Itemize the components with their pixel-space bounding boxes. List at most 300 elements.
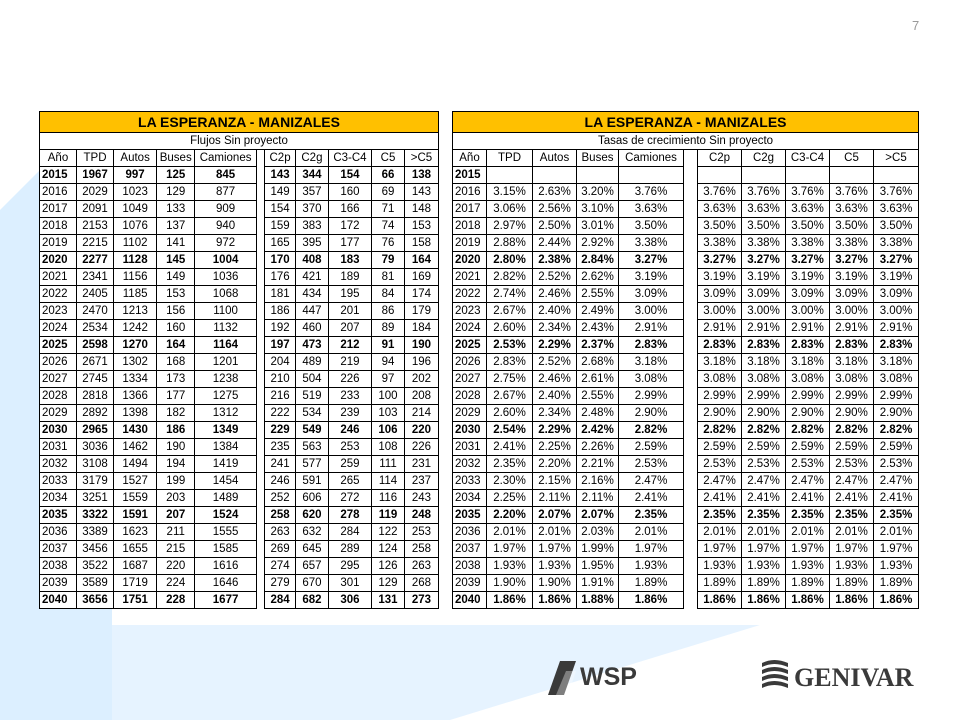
value-cell xyxy=(742,167,786,184)
header-cell: C2g xyxy=(742,150,786,167)
value-cell: 237 xyxy=(404,473,438,490)
value-cell: 2215 xyxy=(77,235,114,252)
value-cell: 169 xyxy=(404,269,438,286)
spacer-cell xyxy=(256,405,264,422)
value-cell: 3.27% xyxy=(830,252,874,269)
year-cell: 2016 xyxy=(453,184,487,201)
left-table-row xyxy=(40,252,439,269)
value-cell: 1616 xyxy=(195,558,257,575)
spacer-cell xyxy=(256,371,264,388)
value-cell: 258 xyxy=(404,541,438,558)
value-cell: 2.80% xyxy=(487,252,533,269)
value-cell: 1967 xyxy=(77,167,114,184)
left-table-row xyxy=(40,524,439,541)
value-cell: 258 xyxy=(265,507,296,524)
value-cell: 177 xyxy=(328,235,371,252)
value-cell: 1687 xyxy=(114,558,157,575)
value-cell: 284 xyxy=(265,592,296,609)
value-cell: 2153 xyxy=(77,218,114,235)
value-cell: 2.82% xyxy=(874,422,919,439)
value-cell: 2.25% xyxy=(487,490,533,507)
value-cell: 3522 xyxy=(77,558,114,575)
value-cell: 1.86% xyxy=(742,592,786,609)
value-cell: 2.47% xyxy=(874,473,919,490)
value-cell: 1156 xyxy=(114,269,157,286)
year-cell: 2020 xyxy=(40,252,77,269)
value-cell: 197 xyxy=(265,337,296,354)
value-cell: 211 xyxy=(157,524,195,541)
value-cell: 2.91% xyxy=(619,320,684,337)
value-cell: 632 xyxy=(295,524,328,541)
year-cell: 2024 xyxy=(453,320,487,337)
year-cell: 2030 xyxy=(40,422,77,439)
year-cell: 2023 xyxy=(453,303,487,320)
value-cell: 3589 xyxy=(77,575,114,592)
value-cell: 301 xyxy=(328,575,371,592)
value-cell: 2.68% xyxy=(577,354,619,371)
year-cell: 2025 xyxy=(40,337,77,354)
value-cell: 2.41% xyxy=(742,490,786,507)
value-cell: 149 xyxy=(157,269,195,286)
spacer-cell xyxy=(256,524,264,541)
value-cell: 114 xyxy=(372,473,405,490)
value-cell: 2.75% xyxy=(487,371,533,388)
value-cell: 2.92% xyxy=(577,235,619,252)
year-cell: 2020 xyxy=(453,252,487,269)
value-cell: 2.37% xyxy=(577,337,619,354)
value-cell: 3.09% xyxy=(874,286,919,303)
spacer-cell xyxy=(256,320,264,337)
spacer-cell xyxy=(256,252,264,269)
value-cell: 2.47% xyxy=(830,473,874,490)
spacer-cell xyxy=(256,490,264,507)
value-cell: 224 xyxy=(157,575,195,592)
value-cell: 133 xyxy=(157,201,195,218)
value-cell: 156 xyxy=(157,303,195,320)
value-cell: 2598 xyxy=(77,337,114,354)
value-cell: 2091 xyxy=(77,201,114,218)
right-table-row xyxy=(453,558,919,575)
value-cell: 3.08% xyxy=(786,371,830,388)
right-table-row xyxy=(453,371,919,388)
spacer-cell xyxy=(256,269,264,286)
value-cell: 3.19% xyxy=(742,269,786,286)
value-cell: 3.09% xyxy=(619,286,684,303)
spacer-cell xyxy=(256,541,264,558)
value-cell: 2.90% xyxy=(786,405,830,422)
value-cell: 2.41% xyxy=(786,490,830,507)
value-cell: 489 xyxy=(295,354,328,371)
value-cell: 166 xyxy=(328,201,371,218)
value-cell: 1004 xyxy=(195,252,257,269)
spacer-cell xyxy=(684,320,698,337)
value-cell: 504 xyxy=(295,371,328,388)
value-cell: 845 xyxy=(195,167,257,184)
value-cell xyxy=(786,167,830,184)
value-cell: 153 xyxy=(404,218,438,235)
value-cell: 164 xyxy=(157,337,195,354)
left-table-row xyxy=(40,235,439,252)
value-cell: 2671 xyxy=(77,354,114,371)
value-cell: 1.93% xyxy=(619,558,684,575)
wsp-logo-mark xyxy=(546,655,656,697)
year-cell: 2024 xyxy=(40,320,77,337)
spacer-cell xyxy=(684,575,698,592)
value-cell: 1.97% xyxy=(533,541,577,558)
value-cell: 2.01% xyxy=(786,524,830,541)
value-cell: 241 xyxy=(265,456,296,473)
right-table-row xyxy=(453,184,919,201)
right-table-row xyxy=(453,235,919,252)
year-cell: 2018 xyxy=(40,218,77,235)
value-cell: 1.86% xyxy=(619,592,684,609)
year-cell: 2022 xyxy=(453,286,487,303)
value-cell: 2.07% xyxy=(533,507,577,524)
year-cell: 2031 xyxy=(40,439,77,456)
right-table-subtitle: Tasas de crecimiento Sin proyecto xyxy=(453,133,919,150)
header-cell: Camiones xyxy=(195,150,257,167)
year-cell: 2015 xyxy=(453,167,487,184)
value-cell: 2.83% xyxy=(830,337,874,354)
spacer-cell xyxy=(684,269,698,286)
value-cell: 3.38% xyxy=(742,235,786,252)
value-cell: 3.38% xyxy=(698,235,742,252)
value-cell: 2.53% xyxy=(742,456,786,473)
value-cell: 2.91% xyxy=(874,320,919,337)
value-cell: 253 xyxy=(404,524,438,541)
value-cell: 190 xyxy=(157,439,195,456)
year-cell: 2021 xyxy=(40,269,77,286)
spacer-cell xyxy=(256,235,264,252)
value-cell: 173 xyxy=(157,371,195,388)
value-cell: 71 xyxy=(372,201,405,218)
value-cell: 3.38% xyxy=(619,235,684,252)
value-cell: 3.38% xyxy=(786,235,830,252)
value-cell: 519 xyxy=(295,388,328,405)
value-cell: 1242 xyxy=(114,320,157,337)
genivar-logo-mark xyxy=(760,655,930,695)
value-cell: 1524 xyxy=(195,507,257,524)
value-cell: 1655 xyxy=(114,541,157,558)
year-cell: 2017 xyxy=(40,201,77,218)
value-cell: 2.25% xyxy=(533,439,577,456)
value-cell: 1.86% xyxy=(830,592,874,609)
value-cell: 2.82% xyxy=(742,422,786,439)
spacer-cell xyxy=(684,541,698,558)
value-cell: 194 xyxy=(157,456,195,473)
right-table-row xyxy=(453,490,919,507)
left-table-row xyxy=(40,388,439,405)
year-cell: 2027 xyxy=(453,371,487,388)
value-cell: 2.52% xyxy=(533,354,577,371)
value-cell: 243 xyxy=(404,490,438,507)
value-cell: 3.00% xyxy=(874,303,919,320)
value-cell: 3.06% xyxy=(487,201,533,218)
value-cell: 447 xyxy=(295,303,328,320)
spacer-cell xyxy=(684,388,698,405)
value-cell: 2.53% xyxy=(830,456,874,473)
value-cell: 220 xyxy=(157,558,195,575)
value-cell: 124 xyxy=(372,541,405,558)
value-cell: 3.00% xyxy=(786,303,830,320)
value-cell: 2.35% xyxy=(786,507,830,524)
year-cell: 2016 xyxy=(40,184,77,201)
spacer-cell xyxy=(256,473,264,490)
value-cell: 1.89% xyxy=(786,575,830,592)
value-cell: 3.38% xyxy=(830,235,874,252)
value-cell: 182 xyxy=(157,405,195,422)
growth-rates-table xyxy=(452,111,919,609)
value-cell: 207 xyxy=(328,320,371,337)
header-cell: Año xyxy=(453,150,487,167)
spacer-cell xyxy=(256,456,264,473)
value-cell: 3.76% xyxy=(874,184,919,201)
value-cell: 2.83% xyxy=(698,337,742,354)
value-cell: 2.82% xyxy=(619,422,684,439)
value-cell: 2.29% xyxy=(533,337,577,354)
value-cell: 1585 xyxy=(195,541,257,558)
value-cell: 1100 xyxy=(195,303,257,320)
value-cell: 2.99% xyxy=(874,388,919,405)
spacer-cell xyxy=(684,354,698,371)
left-table-row xyxy=(40,218,439,235)
value-cell: 2.59% xyxy=(786,439,830,456)
right-table-row xyxy=(453,541,919,558)
year-cell: 2034 xyxy=(453,490,487,507)
value-cell: 79 xyxy=(372,252,405,269)
value-cell: 129 xyxy=(372,575,405,592)
year-cell: 2032 xyxy=(40,456,77,473)
value-cell: 383 xyxy=(295,218,328,235)
value-cell: 2.88% xyxy=(487,235,533,252)
left-table-row xyxy=(40,269,439,286)
year-cell: 2030 xyxy=(453,422,487,439)
value-cell: 682 xyxy=(295,592,328,609)
value-cell: 170 xyxy=(265,252,296,269)
value-cell: 252 xyxy=(265,490,296,507)
value-cell: 2.07% xyxy=(577,507,619,524)
value-cell: 3656 xyxy=(77,592,114,609)
value-cell: 81 xyxy=(372,269,405,286)
value-cell: 2.11% xyxy=(533,490,577,507)
value-cell: 3.27% xyxy=(619,252,684,269)
value-cell: 1.93% xyxy=(533,558,577,575)
value-cell: 2.67% xyxy=(487,303,533,320)
value-cell: 219 xyxy=(328,354,371,371)
spacer-cell xyxy=(684,490,698,507)
right-table-row xyxy=(453,405,919,422)
value-cell: 1.90% xyxy=(533,575,577,592)
value-cell: 3.76% xyxy=(830,184,874,201)
left-table-subtitle: Flujos Sin proyecto xyxy=(40,133,439,150)
value-cell xyxy=(577,167,619,184)
spacer-cell xyxy=(256,439,264,456)
spacer-cell xyxy=(256,286,264,303)
value-cell: 3.76% xyxy=(619,184,684,201)
value-cell: 3322 xyxy=(77,507,114,524)
value-cell: 2.42% xyxy=(577,422,619,439)
value-cell: 645 xyxy=(295,541,328,558)
value-cell: 940 xyxy=(195,218,257,235)
value-cell: 2.91% xyxy=(786,320,830,337)
right-table-row xyxy=(453,303,919,320)
value-cell: 2.29% xyxy=(533,422,577,439)
year-cell: 2022 xyxy=(40,286,77,303)
value-cell: 3.18% xyxy=(830,354,874,371)
year-cell: 2038 xyxy=(453,558,487,575)
value-cell: 116 xyxy=(372,490,405,507)
value-cell: 2.01% xyxy=(533,524,577,541)
value-cell: 222 xyxy=(265,405,296,422)
value-cell: 1049 xyxy=(114,201,157,218)
value-cell: 2.16% xyxy=(577,473,619,490)
value-cell: 138 xyxy=(404,167,438,184)
value-cell: 168 xyxy=(157,354,195,371)
value-cell: 153 xyxy=(157,286,195,303)
value-cell: 184 xyxy=(404,320,438,337)
left-table-row xyxy=(40,592,439,609)
value-cell: 1036 xyxy=(195,269,257,286)
value-cell: 370 xyxy=(295,201,328,218)
spacer-cell xyxy=(684,184,698,201)
left-table-row xyxy=(40,507,439,524)
value-cell: 909 xyxy=(195,201,257,218)
value-cell: 306 xyxy=(328,592,371,609)
value-cell: 1.93% xyxy=(742,558,786,575)
value-cell: 2.83% xyxy=(619,337,684,354)
left-table-row xyxy=(40,422,439,439)
value-cell: 3.09% xyxy=(742,286,786,303)
header-cell: Autos xyxy=(114,150,157,167)
value-cell: 172 xyxy=(328,218,371,235)
value-cell: 2.15% xyxy=(533,473,577,490)
value-cell: 2.99% xyxy=(619,388,684,405)
value-cell: 577 xyxy=(295,456,328,473)
value-cell: 1366 xyxy=(114,388,157,405)
value-cell: 3.00% xyxy=(830,303,874,320)
value-cell: 2.82% xyxy=(786,422,830,439)
value-cell: 143 xyxy=(265,167,296,184)
value-cell: 3251 xyxy=(77,490,114,507)
value-cell: 100 xyxy=(372,388,405,405)
value-cell: 181 xyxy=(265,286,296,303)
right-table-row xyxy=(453,456,919,473)
value-cell: 203 xyxy=(157,490,195,507)
spacer-cell xyxy=(684,303,698,320)
value-cell: 273 xyxy=(404,592,438,609)
value-cell: 972 xyxy=(195,235,257,252)
right-table-row xyxy=(453,252,919,269)
value-cell: 1494 xyxy=(114,456,157,473)
value-cell: 2.01% xyxy=(487,524,533,541)
value-cell: 2.01% xyxy=(830,524,874,541)
right-table-row xyxy=(453,439,919,456)
value-cell: 2.20% xyxy=(487,507,533,524)
value-cell: 1.89% xyxy=(698,575,742,592)
value-cell: 3.19% xyxy=(830,269,874,286)
value-cell: 1068 xyxy=(195,286,257,303)
flows-table xyxy=(39,111,439,609)
value-cell: 534 xyxy=(295,405,328,422)
right-table-row xyxy=(453,473,919,490)
value-cell: 2.55% xyxy=(577,286,619,303)
value-cell: 1.93% xyxy=(874,558,919,575)
value-cell: 3.76% xyxy=(786,184,830,201)
header-cell: C5 xyxy=(830,150,874,167)
value-cell: 279 xyxy=(265,575,296,592)
value-cell: 1334 xyxy=(114,371,157,388)
left-table-row xyxy=(40,439,439,456)
spacer-cell xyxy=(684,252,698,269)
value-cell: 3.18% xyxy=(742,354,786,371)
value-cell: 473 xyxy=(295,337,328,354)
value-cell xyxy=(830,167,874,184)
value-cell: 1719 xyxy=(114,575,157,592)
year-cell: 2026 xyxy=(40,354,77,371)
year-cell: 2036 xyxy=(453,524,487,541)
value-cell: 284 xyxy=(328,524,371,541)
value-cell: 141 xyxy=(157,235,195,252)
value-cell: 606 xyxy=(295,490,328,507)
left-table-row xyxy=(40,184,439,201)
value-cell: 2.91% xyxy=(830,320,874,337)
value-cell: 129 xyxy=(157,184,195,201)
value-cell: 122 xyxy=(372,524,405,541)
value-cell: 1527 xyxy=(114,473,157,490)
value-cell: 2.90% xyxy=(874,405,919,422)
spacer-cell xyxy=(684,439,698,456)
value-cell: 2.35% xyxy=(619,507,684,524)
value-cell: 2.40% xyxy=(533,388,577,405)
value-cell: 214 xyxy=(404,405,438,422)
value-cell: 1462 xyxy=(114,439,157,456)
wsp-logo xyxy=(546,655,656,697)
value-cell: 3.19% xyxy=(874,269,919,286)
value-cell: 2.38% xyxy=(533,252,577,269)
spacer-cell xyxy=(684,405,698,422)
value-cell: 2.90% xyxy=(619,405,684,422)
right-table-row xyxy=(453,524,919,541)
value-cell: 3.50% xyxy=(830,218,874,235)
value-cell: 1275 xyxy=(195,388,257,405)
value-cell: 204 xyxy=(265,354,296,371)
value-cell: 66 xyxy=(372,167,405,184)
value-cell: 248 xyxy=(404,507,438,524)
value-cell: 3.50% xyxy=(786,218,830,235)
value-cell: 195 xyxy=(328,286,371,303)
value-cell: 3.15% xyxy=(487,184,533,201)
value-cell: 1.89% xyxy=(742,575,786,592)
value-cell: 2.41% xyxy=(698,490,742,507)
spacer-cell xyxy=(684,201,698,218)
value-cell: 1489 xyxy=(195,490,257,507)
value-cell: 357 xyxy=(295,184,328,201)
value-cell: 1238 xyxy=(195,371,257,388)
value-cell: 434 xyxy=(295,286,328,303)
right-table-row xyxy=(453,592,919,609)
value-cell: 2.90% xyxy=(742,405,786,422)
value-cell: 1102 xyxy=(114,235,157,252)
value-cell: 2.56% xyxy=(533,201,577,218)
right-table-row xyxy=(453,167,919,184)
spacer-cell xyxy=(256,592,264,609)
value-cell: 1.99% xyxy=(577,541,619,558)
left-table-row xyxy=(40,303,439,320)
left-table-header-row xyxy=(40,150,439,167)
left-table-row xyxy=(40,371,439,388)
value-cell: 1591 xyxy=(114,507,157,524)
value-cell: 2.54% xyxy=(487,422,533,439)
